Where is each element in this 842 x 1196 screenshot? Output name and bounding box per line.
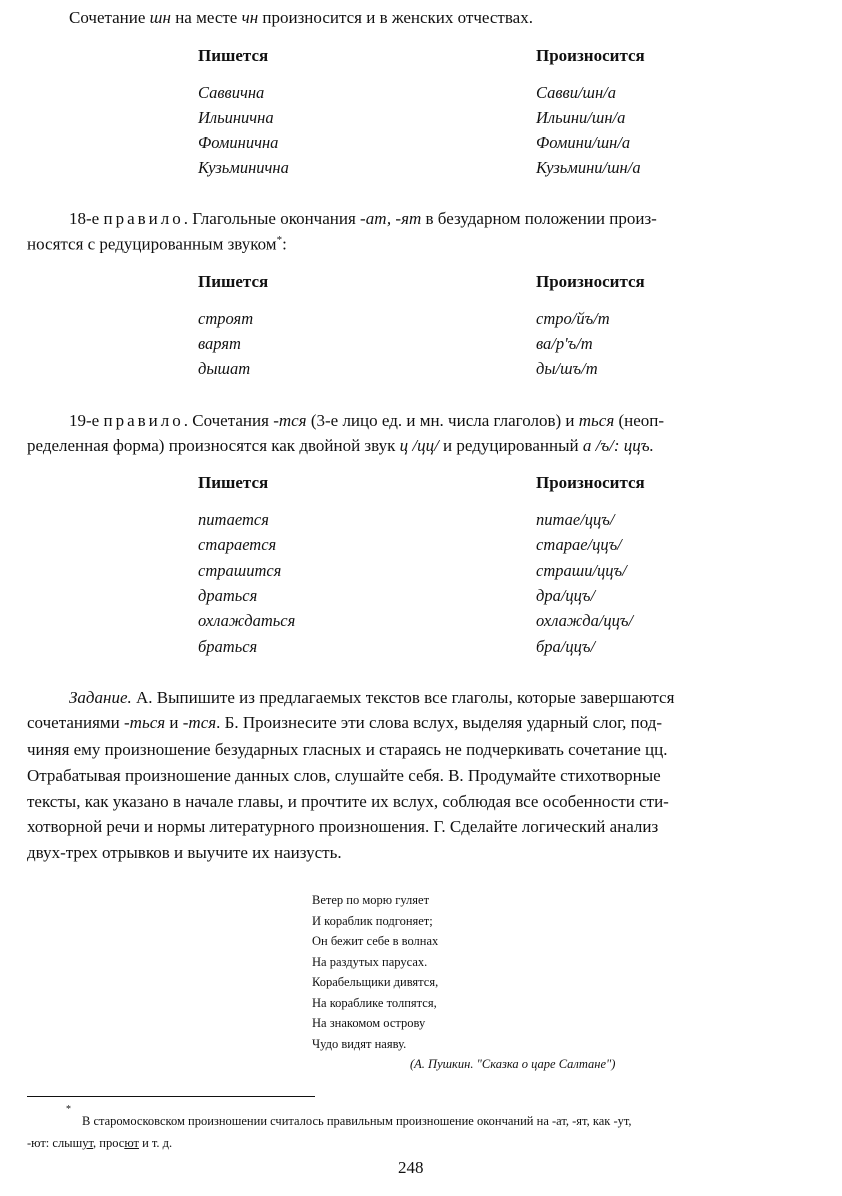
footnote-marker: * [276,234,283,246]
table3-cell-written: страшится [198,561,282,580]
poem-line: На знакомом острову [312,1016,426,1030]
intro-em-shn: шн [149,8,171,27]
poem-line: Он бежит себе в волнах [312,934,439,948]
task-line6: хотворной речи и нормы литературного произношения. Г. Сделайте логический анализ [27,817,659,836]
table2-cell-spoken: стро/йъ/т [536,309,610,328]
table3-cell-spoken: питае/ццъ/ [536,510,615,529]
table3-head-spoken: Произносится [536,473,645,492]
table3-cell-written: питается [198,510,269,529]
table3-cell-spoken: охлажда/ццъ/ [536,611,634,630]
task-em: -ться [124,713,166,732]
rule18-text: в безударном положении произ- [421,209,657,228]
rule19-text: и редуцированный [438,436,583,455]
table2-cell-written: строят [198,309,254,328]
table2-cell-spoken: ва/р'ъ/т [536,334,593,353]
footnote-underlined: ут [82,1136,93,1150]
rule19-em: ц /цц/ [399,436,439,455]
rule19-number: 19-е [69,411,104,430]
poem-source: (А. Пушкин. "Сказка о царе Салтане") [410,1057,616,1071]
rule19-line1 [69,411,664,431]
rule18-number: 18-е [69,209,104,228]
footnote-text: , прос [93,1136,125,1150]
table3-cell-spoken: дра/ццъ/ [536,586,596,605]
task-line5: тексты, как указано в начале главы, и прочтите их вслух, соблюдая все особенности сти- [27,792,669,811]
rule19-line2 [27,436,654,456]
table3-cell-written: браться [198,637,258,656]
poem-line: На кораблике толпятся, [312,995,437,1010]
poem-line: Чудо видят наяву. [312,1036,407,1051]
table3-cell-spoken: страши/ццъ/ [536,561,627,580]
rule18-endings: -ат, -ят [360,209,422,228]
task-text: . Б. Произнесите эти слова вслух, выделяя ударный слог, под- [216,713,663,732]
table1-cell-spoken: Фомини/шн/а [536,133,631,152]
task-text: сочетаниями [27,713,125,732]
rule19-em: а /ъ/: ццъ. [582,436,654,455]
rule19-text: . Сочетания [183,411,274,430]
table1-cell-written: Кузьминична [198,158,289,177]
rule19-text: (3-е лицо ед. и мн. числа глаголов) и [306,411,579,430]
rule19-text: ределенная форма) произносятся как двойной звук [27,436,400,455]
rule19-em: ться [578,411,615,430]
footnote-text: и т. д. [138,1136,173,1150]
intro-line [69,8,533,28]
rule19-em: -тся [273,411,307,430]
rule18-colon: : [282,234,287,254]
table3-head-written: Пишется [198,473,269,492]
task-em: -тся [182,713,217,732]
intro-text: на месте [170,8,242,27]
table2-head-written: Пишется [198,272,269,291]
rule18-line2 [27,234,287,255]
table1-cell-spoken: Кузьмини/шн/а [536,158,641,177]
rule19-word: правило [103,411,184,430]
poem-line: И кораблик подгоняет; [312,913,433,928]
rule18-line1 [69,209,657,229]
poem-line: Корабельщики дивятся, [312,975,439,989]
table3-cell-written: драться [198,586,258,605]
table2-cell-spoken: ды/шъ/т [536,359,598,378]
table3-cell-spoken: старае/ццъ/ [536,535,622,554]
footnote-text: -ют: слыш [27,1136,83,1150]
poem [312,890,438,1054]
task-line1 [69,688,674,708]
footnote-line2 [27,1136,172,1151]
footnote-underlined: ют [124,1136,139,1150]
task-text: и [165,713,183,732]
rule18-text: . Глагольные окончания [183,209,361,228]
table1-head-spoken: Произносится [536,46,645,65]
rule18-word: правило [103,209,184,228]
table1-cell-written: Ильинична [198,108,274,127]
footnote-separator [27,1096,315,1097]
task-line3: чиняя ему произношение безударных гласных и стараясь не подчеркивать сочетание цц. [27,740,668,759]
intro-em-chn: чн [241,8,259,27]
poem-line: На раздутых парусах. [312,954,428,969]
intro-text: Сочетание [69,8,150,27]
page-number: 248 [398,1158,424,1177]
table1-cell-spoken: Ильини/шн/а [536,108,626,127]
task-line2 [27,713,662,733]
task-line4: Отрабатывая произношение данных слов, слушайте себя. В. Продумайте стихотворные [27,766,661,785]
table2-cell-written: дышат [198,359,251,378]
task-text: А. Выпишите из предлагаемых текстов все глаголы, которые завершаются [131,688,675,707]
footnote-star: * [66,1104,71,1115]
rule19-text: (неоп- [614,411,665,430]
task-label: Задание. [69,688,132,707]
poem-line: Ветер по морю гуляет [312,893,430,907]
table1-cell-spoken: Савви/шн/а [536,83,617,102]
task-line7: двух-трех отрывков и выучите их наизусть. [27,843,342,862]
table3-cell-written: охлаждаться [198,611,296,630]
table3-cell-written: старается [198,535,277,554]
table1-cell-written: Фоминична [198,133,279,152]
rule18-text: носятся с редуцированным звуком [27,234,277,254]
intro-text: произносится и в женских отчествах. [258,8,533,27]
table1-head-written: Пишется [198,46,269,65]
table3-cell-spoken: бра/ццъ/ [536,637,596,656]
table2-head-spoken: Произносится [536,272,645,291]
table1-cell-written: Саввична [198,83,265,102]
table2-cell-written: варят [198,334,241,353]
footnote-line1: В старомосковском произношении считалось правильным произношение окончаний на -ат, -ят, как -ут, [82,1114,632,1128]
